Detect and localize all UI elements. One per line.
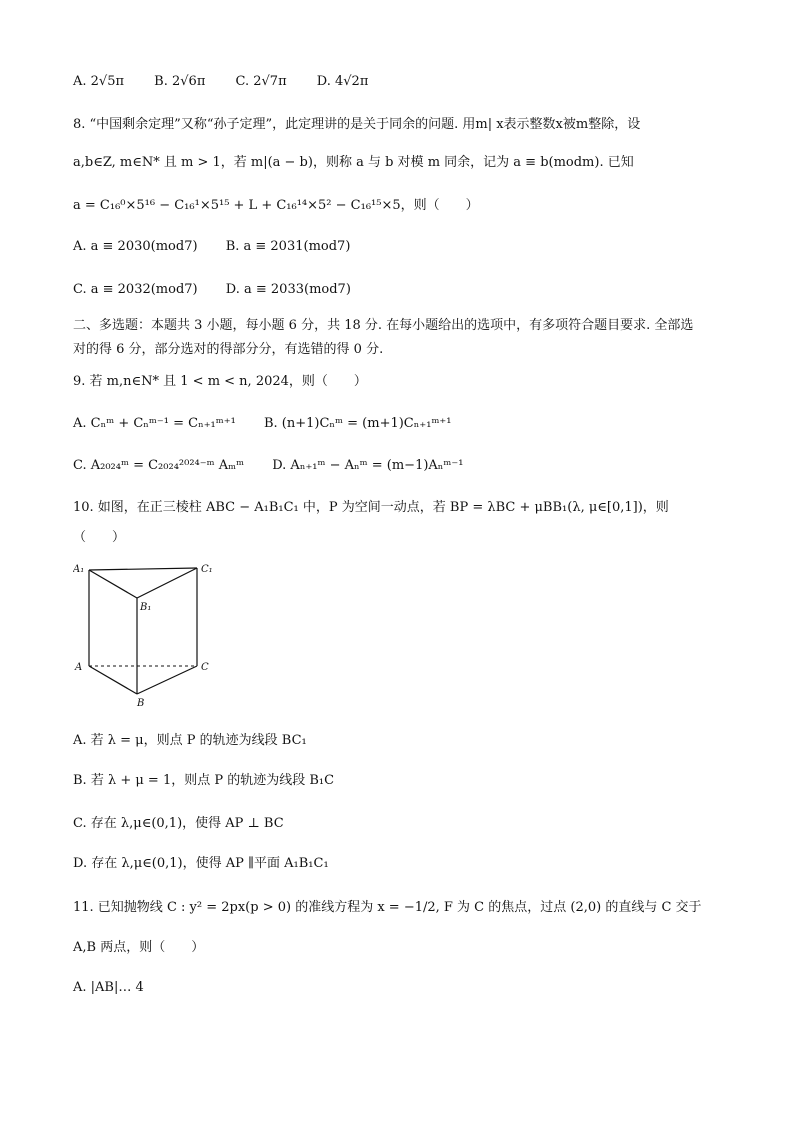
- label-a1: A₁: [73, 564, 85, 575]
- edge-b1-c1: [137, 568, 197, 598]
- q9-options-row2: [73, 456, 463, 476]
- q10-stem: 10. 如图，在正三棱柱 ABC − A₁B₁C₁ 中，P 为空间一动点，若 BP = λBC + μBB₁(λ, μ∈[0,1])，则: [73, 500, 669, 515]
- edge-a-b: [89, 666, 137, 694]
- q7-option-d: D. 4√2π: [316, 74, 369, 89]
- prism-figure: [73, 560, 223, 710]
- q8-option-a: A. a ≡ 2030(mod7): [73, 239, 198, 254]
- q8-options-row1: [73, 237, 350, 257]
- section2-line2: 对的得 6 分，部分选对的得部分分，有选错的得 0 分.: [73, 342, 384, 357]
- q11-stem-line1: 11. 已知抛物线 C : y² = 2px(p > 0) 的准线方程为 x = −1/2, F 为 C 的焦点，过点 (2,0) 的直线与 C 交于: [73, 900, 702, 915]
- q10-option-a: A. 若 λ = μ，则点 P 的轨迹为线段 BC₁: [73, 733, 307, 748]
- q8-option-b: B. a ≡ 2031(mod7): [225, 239, 351, 254]
- q9-option-b: B. (n+1)Cₙᵐ = (m+1)Cₙ₊₁ᵐ⁺¹: [263, 416, 452, 431]
- q7-options: [73, 72, 368, 92]
- q8-option-d: D. a ≡ 2033(mod7): [225, 282, 351, 297]
- label-c: C: [201, 662, 209, 673]
- q8-stem-line3: a = C₁₆⁰×5¹⁶ − C₁₆¹×5¹⁵ + L + C₁₆¹⁴×5² − C₁₆¹⁵×5，则（ ）: [73, 198, 479, 213]
- label-c1: C₁: [201, 564, 213, 575]
- q8-stem-line2: a,b∈Z, m∈N* 且 m > 1，若 m|(a − b)，则称 a 与 b 对模 m 同余，记为 a ≡ b(modm). 已知: [73, 155, 634, 170]
- section2-line1: 二、多选题：本题共 3 小题，每小题 6 分，共 18 分. 在每小题给出的选项中，有多项符合题目要求. 全部选: [73, 318, 694, 333]
- q10-stem-line2: （ ）: [73, 530, 126, 545]
- q8-option-c: C. a ≡ 2032(mod7): [73, 282, 198, 297]
- q10-option-c: C. 存在 λ,μ∈(0,1)，使得 AP ⊥ BC: [73, 816, 284, 831]
- edge-a1-b1: [89, 570, 137, 598]
- q7-option-b: B. 2√6π: [154, 74, 206, 89]
- edge-b-c: [137, 666, 197, 694]
- edge-a1-c1: [89, 568, 197, 570]
- q9-option-d: D. Aₙ₊₁ᵐ − Aₙᵐ = (m−1)Aₙᵐ⁻¹: [272, 458, 464, 473]
- q7-option-a: A. 2√5π: [73, 74, 125, 89]
- q9-stem: 9. 若 m,n∈N* 且 1 < m < n, 2024，则（ ）: [73, 374, 367, 389]
- q10-option-d: D. 存在 λ,μ∈(0,1)，使得 AP ∥平面 A₁B₁C₁: [73, 856, 329, 871]
- q9-option-a: A. Cₙᵐ + Cₙᵐ⁻¹ = Cₙ₊₁ᵐ⁺¹: [73, 416, 236, 431]
- q8-stem-line1: 8. “中国剩余定理”又称“孙子定理”，此定理讲的是关于同余的问题. 用m| x表示整数x被m整除，设: [73, 117, 641, 132]
- q11-option-a: A. |AB|… 4: [73, 980, 144, 995]
- q9-options-row1: [73, 414, 452, 434]
- label-b1: B₁: [140, 602, 152, 613]
- q10-option-b: B. 若 λ + μ = 1，则点 P 的轨迹为线段 B₁C: [73, 773, 335, 788]
- label-a: A: [75, 662, 83, 673]
- q9-option-c: C. A₂₀₂₄ᵐ = C₂₀₂₄²⁰²⁴⁻ᵐ Aₘᵐ: [73, 458, 245, 473]
- q8-options-row2: [73, 280, 351, 300]
- q7-option-c: C. 2√7π: [235, 74, 287, 89]
- label-b: B: [137, 698, 145, 709]
- q11-stem-line2: A,B 两点，则（ ）: [73, 940, 205, 955]
